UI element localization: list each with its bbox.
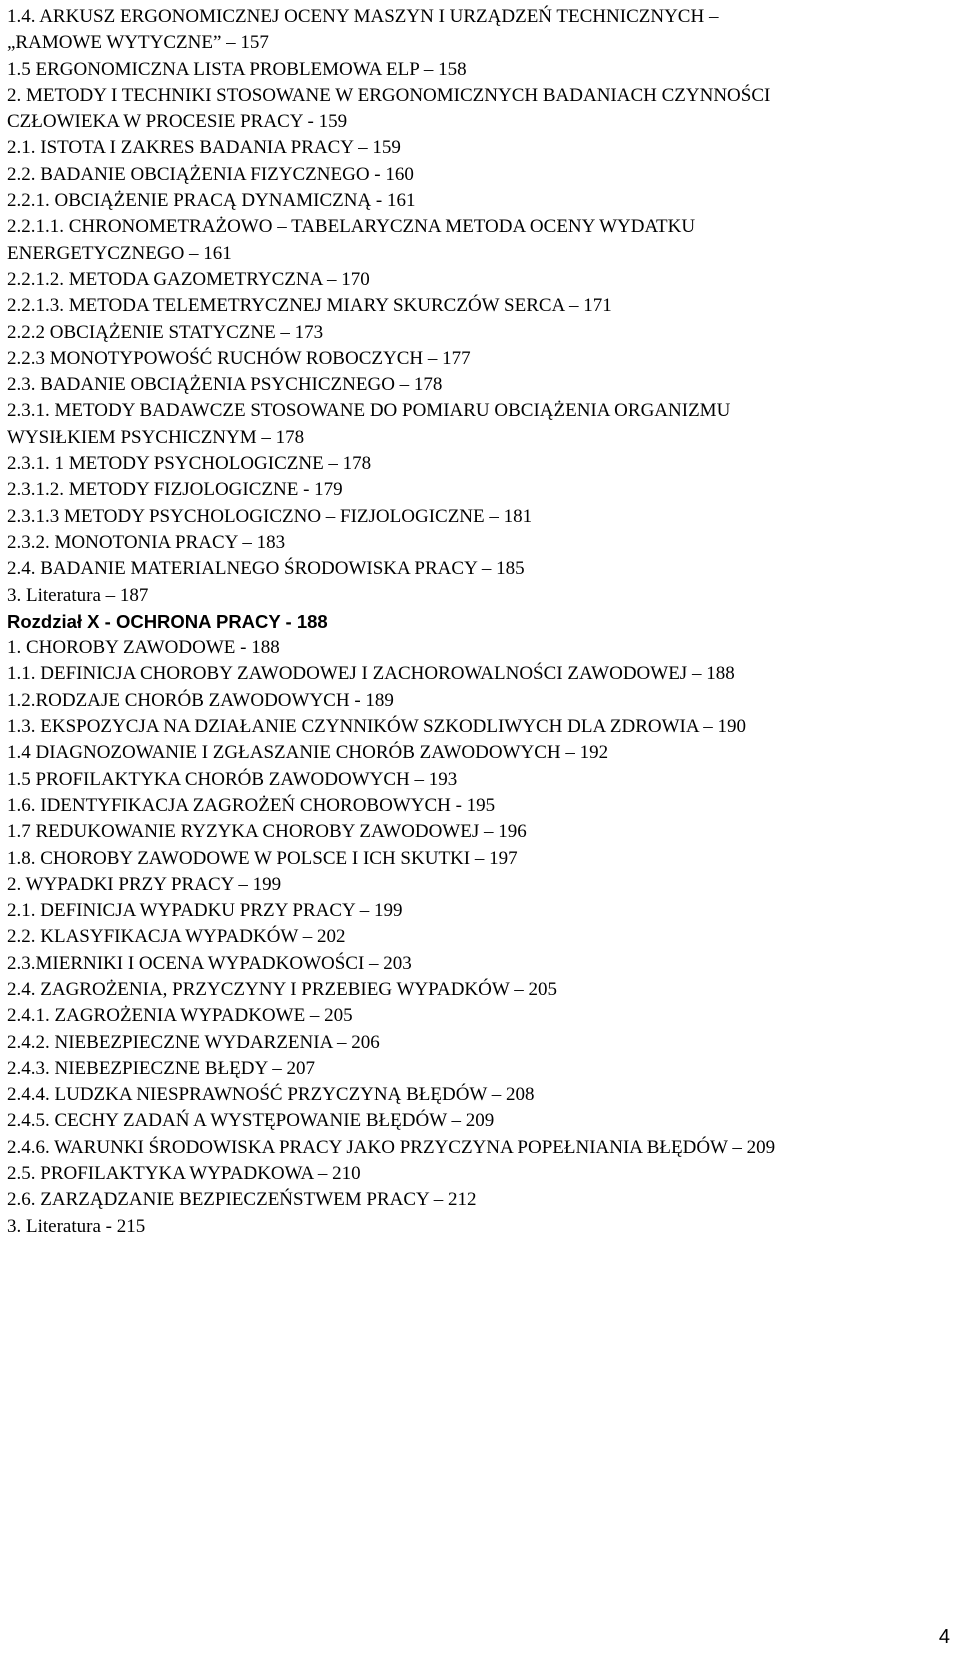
toc-line: 2.4.3. NIEBEZPIECZNE BŁĘDY – 207 bbox=[7, 1057, 316, 1079]
toc-line: 2.6. ZARZĄDZANIE BEZPIECZEŃSTWEM PRACY – 212 bbox=[7, 1189, 477, 1211]
toc-line: 2.2.2 OBCIĄŻENIE STATYCZNE – 173 bbox=[7, 321, 324, 343]
toc-line: 2.2.3 MONOTYPOWOŚĆ RUCHÓW ROBOCZYCH – 177 bbox=[7, 347, 471, 369]
toc-line: ENERGETYCZNEGO – 161 bbox=[7, 242, 232, 264]
toc-line: 2.3.2. MONOTONIA PRACY – 183 bbox=[7, 531, 286, 553]
toc-line: 1.6. IDENTYFIKACJA ZAGROŻEŃ CHOROBOWYCH - 195 bbox=[7, 794, 496, 816]
toc-line: 2. METODY I TECHNIKI STOSOWANE W ERGONOMICZNYCH BADANIACH CZYNNOŚCI bbox=[7, 84, 771, 106]
toc-line: 2.4.2. NIEBEZPIECZNE WYDARZENIA – 206 bbox=[7, 1031, 380, 1053]
toc-line: „RAMOWE WYTYCZNE” – 157 bbox=[7, 32, 269, 54]
toc-line: 2.2.1.1. CHRONOMETRAŻOWO – TABELARYCZNA METODA OCENY WYDATKU bbox=[7, 216, 696, 238]
toc-line: 3. Literatura – 187 bbox=[7, 584, 149, 606]
toc-line: 2.3.MIERNIKI I OCENA WYPADKOWOŚCI – 203 bbox=[7, 952, 412, 974]
toc-line: 2.4.5. CECHY ZADAŃ A WYSTĘPOWANIE BŁĘDÓW – 209 bbox=[7, 1110, 495, 1132]
toc-line: 2.4.6. WARUNKI ŚRODOWISKA PRACY JAKO PRZYCZYNA POPEŁNIANIA BŁĘDÓW – 209 bbox=[7, 1136, 776, 1158]
toc-line: 1.3. EKSPOZYCJA NA DZIAŁANIE CZYNNIKÓW SZKODLIWYCH DLA ZDROWIA – 190 bbox=[7, 716, 747, 738]
toc-line: 2.4. BADANIE MATERIALNEGO ŚRODOWISKA PRACY – 185 bbox=[7, 558, 525, 580]
toc-line: 2.2. KLASYFIKACJA WYPADKÓW – 202 bbox=[7, 926, 346, 948]
chapter-heading: Rozdział X - OCHRONA PRACY - 188 bbox=[7, 610, 328, 632]
toc-line: 2.1. DEFINICJA WYPADKU PRZY PRACY – 199 bbox=[7, 900, 403, 922]
toc-line: CZŁOWIEKA W PROCESIE PRACY - 159 bbox=[7, 111, 348, 133]
toc-line: 1.8. CHOROBY ZAWODOWE W POLSCE I ICH SKUTKI – 197 bbox=[7, 847, 518, 869]
toc-line: 1.4. ARKUSZ ERGONOMICZNEJ OCENY MASZYN I URZĄDZEŃ TECHNICZNYCH – bbox=[7, 6, 719, 27]
toc-line: 2. WYPADKI PRZY PRACY – 199 bbox=[7, 873, 282, 895]
toc-line: 2.2. BADANIE OBCIĄŻENIA FIZYCZNEGO - 160 bbox=[7, 163, 414, 185]
toc-line: 2.3.1. METODY BADAWCZE STOSOWANE DO POMIARU OBCIĄŻENIA ORGANIZMU bbox=[7, 400, 731, 422]
toc-line: 2.3.1.3 METODY PSYCHOLOGICZNO – FIZJOLOGICZNE – 181 bbox=[7, 505, 533, 527]
toc-line: 3. Literatura - 215 bbox=[7, 1215, 146, 1237]
toc-line: 2.4.4. LUDZKA NIESPRAWNOŚĆ PRZYCZYNĄ BŁĘDÓW – 208 bbox=[7, 1084, 535, 1106]
toc-line: 2.5. PROFILAKTYKA WYPADKOWA – 210 bbox=[7, 1163, 361, 1185]
toc-line: 1. CHOROBY ZAWODOWE - 188 bbox=[7, 637, 280, 659]
toc-line: 2.3. BADANIE OBCIĄŻENIA PSYCHICZNEGO – 178 bbox=[7, 374, 443, 396]
toc-line: 1.5 ERGONOMICZNA LISTA PROBLEMOWA ELP – 158 bbox=[7, 58, 467, 80]
toc-line: 2.3.1. 1 METODY PSYCHOLOGICZNE – 178 bbox=[7, 453, 372, 475]
toc-line: 2.3.1.2. METODY FIZJOLOGICZNE - 179 bbox=[7, 479, 343, 501]
toc-line: 1.1. DEFINICJA CHOROBY ZAWODOWEJ I ZACHOROWALNOŚCI ZAWODOWEJ – 188 bbox=[7, 663, 735, 685]
toc-line: 2.2.1.3. METODA TELEMETRYCZNEJ MIARY SKURCZÓW SERCA – 171 bbox=[7, 295, 612, 317]
toc-line: 2.2.1.2. METODA GAZOMETRYCZNA – 170 bbox=[7, 268, 370, 290]
toc-line: 2.4.1. ZAGROŻENIA WYPADKOWE – 205 bbox=[7, 1005, 353, 1027]
table-of-contents bbox=[7, 4, 952, 1240]
toc-line: 2.1. ISTOTA I ZAKRES BADANIA PRACY – 159 bbox=[7, 137, 401, 159]
toc-line: WYSIŁKIEM PSYCHICZNYM – 178 bbox=[7, 426, 305, 448]
toc-line: 1.4 DIAGNOZOWANIE I ZGŁASZANIE CHORÓB ZAWODOWYCH – 192 bbox=[7, 742, 609, 764]
toc-line: 1.7 REDUKOWANIE RYZYKA CHOROBY ZAWODOWEJ – 196 bbox=[7, 821, 527, 843]
page-number: 4 bbox=[938, 1626, 950, 1648]
toc-line: 2.4. ZAGROŻENIA, PRZYCZYNY I PRZEBIEG WYPADKÓW – 205 bbox=[7, 978, 557, 1000]
toc-line: 2.2.1. OBCIĄŻENIE PRACĄ DYNAMICZNĄ - 161 bbox=[7, 190, 416, 212]
toc-line: 1.2.RODZAJE CHORÓB ZAWODOWYCH - 189 bbox=[7, 689, 394, 711]
toc-line: 1.5 PROFILAKTYKA CHORÓB ZAWODOWYCH – 193 bbox=[7, 768, 458, 790]
